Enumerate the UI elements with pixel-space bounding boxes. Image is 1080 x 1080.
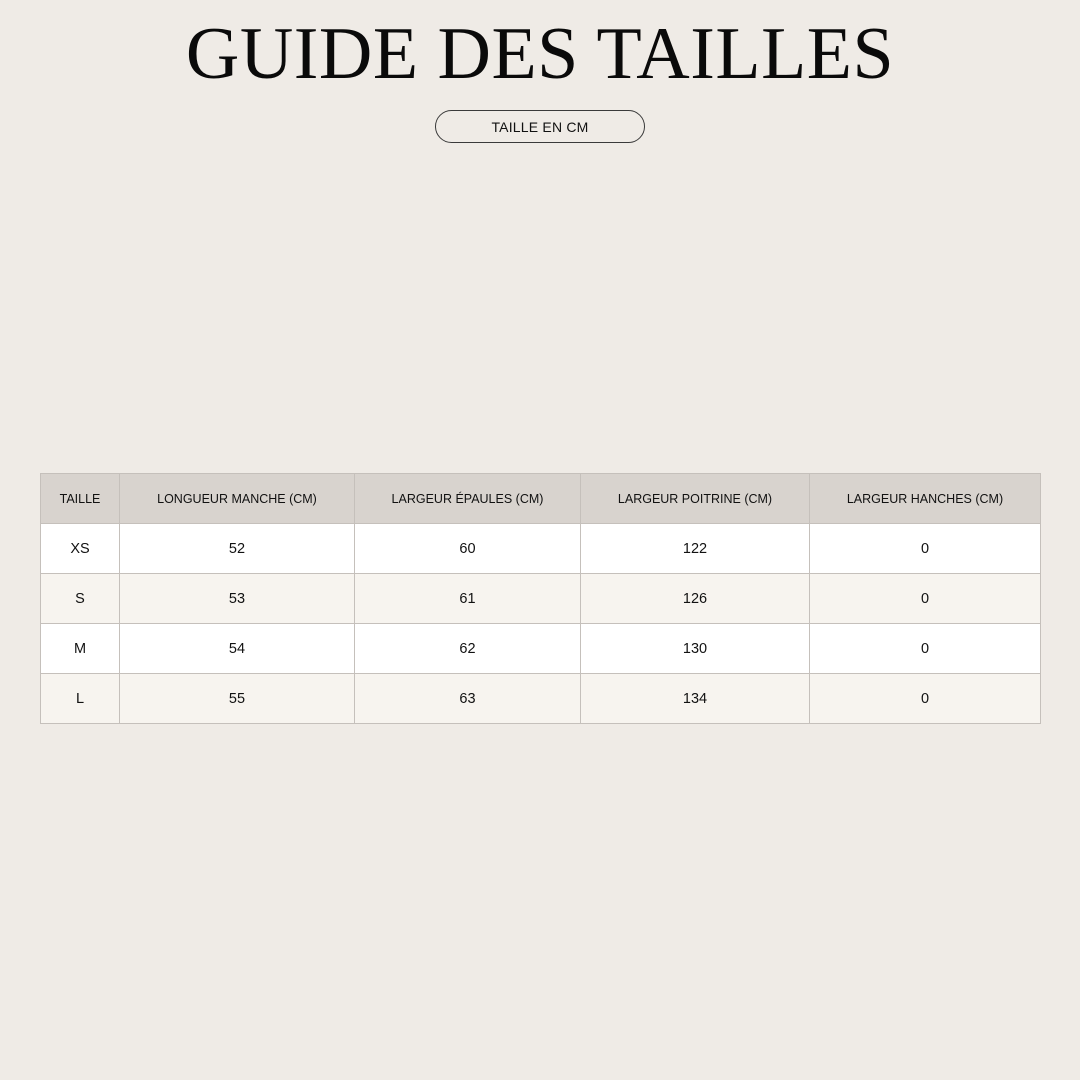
unit-badge: TAILLE EN CM (435, 110, 645, 143)
cell-sleeve-length: 53 (120, 574, 355, 624)
table-row (41, 574, 1041, 624)
cell-chest-width: 130 (581, 624, 810, 674)
cell-sleeve-length: 54 (120, 624, 355, 674)
cell-hip-width: 0 (810, 624, 1041, 674)
header-size: TAILLE (41, 474, 120, 524)
cell-size: M (41, 624, 120, 674)
cell-chest-width: 134 (581, 674, 810, 724)
cell-shoulder-width: 63 (355, 674, 581, 724)
size-table (40, 473, 1041, 724)
cell-size: S (41, 574, 120, 624)
cell-size: XS (41, 524, 120, 574)
header-hip-width: LARGEUR HANCHES (CM) (810, 474, 1041, 524)
cell-hip-width: 0 (810, 524, 1041, 574)
table-row (41, 624, 1041, 674)
cell-chest-width: 122 (581, 524, 810, 574)
header-shoulder-width: LARGEUR ÉPAULES (CM) (355, 474, 581, 524)
cell-size: L (41, 674, 120, 724)
cell-shoulder-width: 60 (355, 524, 581, 574)
page-title: GUIDE DES TAILLES (185, 13, 895, 95)
table-row (41, 674, 1041, 724)
cell-chest-width: 126 (581, 574, 810, 624)
cell-sleeve-length: 52 (120, 524, 355, 574)
header-sleeve-length: LONGUEUR MANCHE (CM) (120, 474, 355, 524)
cell-sleeve-length: 55 (120, 674, 355, 724)
table-row (41, 524, 1041, 574)
cell-shoulder-width: 61 (355, 574, 581, 624)
table-header-row (41, 474, 1041, 524)
cell-hip-width: 0 (810, 674, 1041, 724)
cell-hip-width: 0 (810, 574, 1041, 624)
cell-shoulder-width: 62 (355, 624, 581, 674)
header-chest-width: LARGEUR POITRINE (CM) (581, 474, 810, 524)
